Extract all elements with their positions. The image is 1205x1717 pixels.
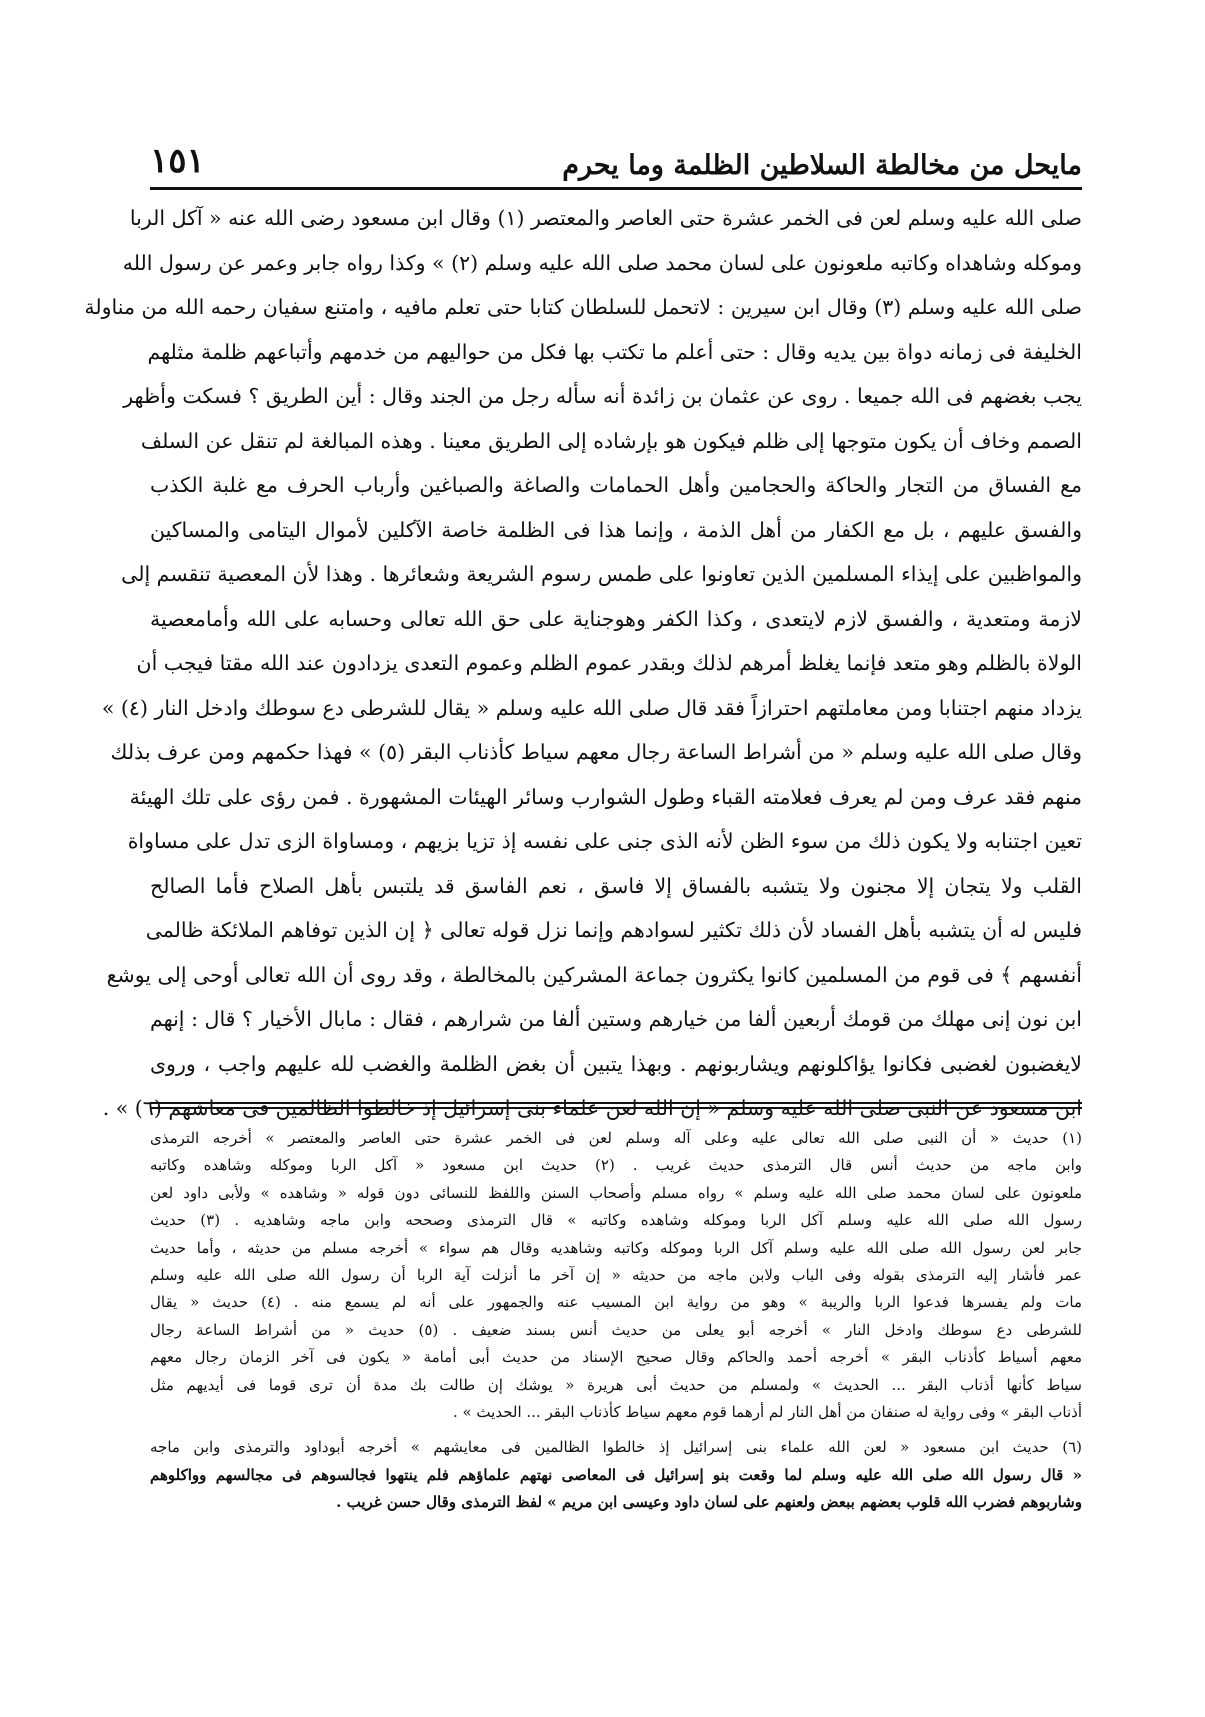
text-line: تعين اجتنابه ولا يكون ذلك من سوء الظن لأنه الذى جنى على نفسه إذ تزيا بزيهم ، ومساواة الزى تدل على مساواة: [127, 829, 1082, 853]
footnote-divider: [150, 1107, 1082, 1109]
text-line: مع الفساق من التجار والحاكة والحجامين وأهل الحمامات والصاغة والصباغين وأرباب الحرف مع غلبة الكذب: [150, 473, 1082, 497]
footnotes: [150, 1125, 1082, 1516]
footnote-line: (٦) حديث ابن مسعود « لعن الله علماء بنى إسرائيل إذ خالطوا الظالمين فى معايشهم » أخرجه أبوداود والترمذى وابن ماجه: [150, 1438, 1082, 1457]
main-text: [84, 196, 1082, 1131]
page-number: ١٥١: [150, 141, 205, 181]
text-line: ابن مسعود عن النبى صلى الله عليه وسلم « إن الله لعن علماء بنى إسرائيل إذ خالطوا الظالمين فى معاشهم (٦) » .: [102, 1096, 1082, 1120]
footnote-line: معهم أسياط كأذناب البقر » أخرجه أحمد والحاكم وقال صحيح الإسناد من حديث أبى أمامة « يكون فى آخر الزمان رجال معهم: [150, 1348, 1082, 1367]
footnote-line: عمر فأشار إليه الترمذى بقوله وفى الباب ولابن ماجه من حديثه « إن آخر ما أنزلت آية الربا أن رسول الله صلى الله عليه وسلم: [150, 1265, 1082, 1284]
footnote-line: جابر لعن رسول الله صلى الله عليه وسلم آكل الربا وموكله وكاتبه وشاهديه وقال هم سواء » أخرجه مسلم من حديثه ، وأما حديث: [150, 1238, 1082, 1257]
text-line: وموكله وشاهداه وكاتبه ملعونون على لسان محمد صلى الله عليه وسلم (٢) » وكذا رواه جابر وعمر عن رسول الله: [122, 250, 1082, 275]
text-line: فليس له أن يتشبه بأهل الفساد لأن ذلك تكثير لسوادهم وإنما نزل قوله تعالى ﴿ إن الذين توفاهم الملائكة ظالمى: [145, 918, 1082, 942]
text-line: والمواظبين على إيذاء المسلمين الذين تعاونوا على طمس رسوم الشريعة وشعائرها . وهذا لأن المعصية تنقسم إلى: [121, 562, 1082, 586]
footnote-line: ملعونون على لسان محمد صلى الله عليه وسلم » رواه مسلم وأصحاب السنن واللفظ للنسائى دون قوله « وشاهده » ولأبى داود لعن: [150, 1183, 1082, 1202]
footnote-line: للشرطى دع سوطك وادخل النار » أخرجه أبو يعلى من حديث أنس بسند ضعيف . (٥) حديث « من أشراط الساعة رجال: [150, 1320, 1082, 1339]
text-line: منهم فقد عرف ومن لم يعرف فعلامته القباء وطول الشوارب وسائر الهيئات المشهورة . فمن رؤى على تلك الهيئة: [129, 784, 1082, 809]
text-line: لايغضبون لغضبى فكانوا يؤاكلونهم ويشاربونهم . وبهذا يتبين أن بغض الظلمة والغضب لله عليهم واجب ، وروى: [150, 1051, 1082, 1076]
footnote-line: مات ولم يفسرها فدعوا الربا والريبة » وهو من رواية ابن المسيب عنه والجمهور على أنه لم يسمع منه . (٤) حديث « يقال: [150, 1293, 1082, 1312]
text-line: لازمة ومتعدية ، والفسق لازم لايتعدى ، وكذا الكفر وهوجناية على حق الله تعالى وحسابه على الله وأمامعصية: [150, 606, 1082, 631]
page-header: [150, 133, 1082, 181]
header-divider: [150, 187, 1082, 190]
text-line: ابن نون إنى مهلك من قومك أربعين ألفا من خيارهم وستين ألفا من شرارهم ، فقال : مابال الأخيار ؟ قال : إنهم: [150, 1007, 1082, 1031]
footnote-line: أذناب البقر » وفى رواية له صنفان من أهل النار لم أرهما قوم معهم سياط كأذناب البقر ... الحديث » .: [452, 1402, 1082, 1421]
text-line: يجب بغضهم فى الله جميعا . روى عن عثمان بن زائدة أنه سأله رجل من الجند وقال : أين الطريق ؟ فسكت وأظهر: [123, 384, 1082, 408]
text-line: والفسق عليهم ، بل مع الكفار من أهل الذمة ، وإنما هذا فى الظلمة خاصة الآكلين لأموال اليتامى والمساكين: [150, 517, 1082, 542]
text-line: يزداد منهم اجتنابا ومن معاملتهم احترازاً فقد قال صلى الله عليه وسلم « يقال للشرطى دع سوطك وادخل النار (٤) »: [101, 695, 1082, 720]
text-line: أنفسهم ﴾ فى قوم من المسلمين كانوا يكثرون جماعة المشركين بالمخالطة ، وقد روى أن الله تعالى أوحى إلى يوشع: [106, 962, 1082, 987]
text-line: وقال صلى الله عليه وسلم « من أشراط الساعة رجال معهم سياط كأذناب البقر (٥) » فهذا حكمهم ومن عرف بذلك: [110, 740, 1082, 764]
footnote-line: سياط كأنها أذناب البقر ... الحديث » ولمسلم من حديث أبى هريرة « يوشك إن طالت بك مدة أن ترى قوما فى أيديهم مثل: [150, 1375, 1082, 1394]
footnote-divider: [150, 1102, 1082, 1104]
text-line: الصمم وخاف أن يكون متوجها إلى ظلم فيكون هو بإرشاده إلى الطريق معينا . وهذه المبالغة لم تنقل عن السلف: [140, 428, 1082, 453]
text-line: القلب ولا يتجان إلا مجنون ولا يتشبه بالفساق إلا فاسق ، نعم الفاسق قد يلتبس بأهل الصلاح فأما الصالح: [150, 873, 1082, 898]
text-line: الولاة بالظلم وهو متعد فإنما يغلظ أمرهم لذلك وبقدر عموم الظلم وعموم التعدى يزدادون عند الله مقتا فيجب أن: [136, 651, 1082, 675]
text-line: الخليفة فى زمانه دواة بين يديه وقال : حتى أعلم ما تكتب بها فكل من حواليهم من خدمهم وأتباعهم ظلمة مثلهم: [147, 339, 1082, 364]
footnote-line: « قال رسول الله صلى الله عليه وسلم لما وقعت بنو إسرائيل فى المعاصى نهتهم علماؤهم فلم ينتهوا فجالسوهم فى مجالسهم وواكلوهم: [150, 1465, 1082, 1484]
footnote-line: وشاربوهم فضرب الله قلوب بعضهم ببعض ولعنهم على لسان داود وعيسى ابن مريم » لفظ الترمذى وقال حسن غريب .: [336, 1493, 1082, 1512]
footnote-line: رسول الله صلى الله عليه وسلم آكل الربا وموكله وشاهده وكاتبه » قال الترمذى وصححه وابن ماجه وشاهديه . (٣) حديث: [150, 1211, 1082, 1230]
text-line: صلى الله عليه وسلم (٣) وقال ابن سيرين : لاتحمل للسلطان كتابا حتى تعلم مافيه ، وامتنع سفيان رحمه الله من مناولة: [84, 295, 1082, 319]
text-line: صلى الله عليه وسلم لعن فى الخمر عشرة حتى العاصر والمعتصر (١) وقال ابن مسعود رضى الله عنه « آكل الربا: [129, 206, 1082, 230]
running-title: مايحل من مخالطة السلاطين الظلمة وما يحرم: [562, 150, 1082, 181]
footnote-gap: [150, 1426, 1082, 1434]
footnote-line: (١) حديث « أن النبى صلى الله تعالى عليه وعلى آله وسلم لعن فى الخمر عشرة حتى العاصر والمعتصر » أخرجه الترمذى: [150, 1129, 1082, 1147]
footnote-line: وابن ماجه من حديث أنس قال الترمذى حديث غريب . (٢) حديث ابن مسعود « آكل الربا وموكله وشاهده وكاتبه: [150, 1156, 1082, 1175]
